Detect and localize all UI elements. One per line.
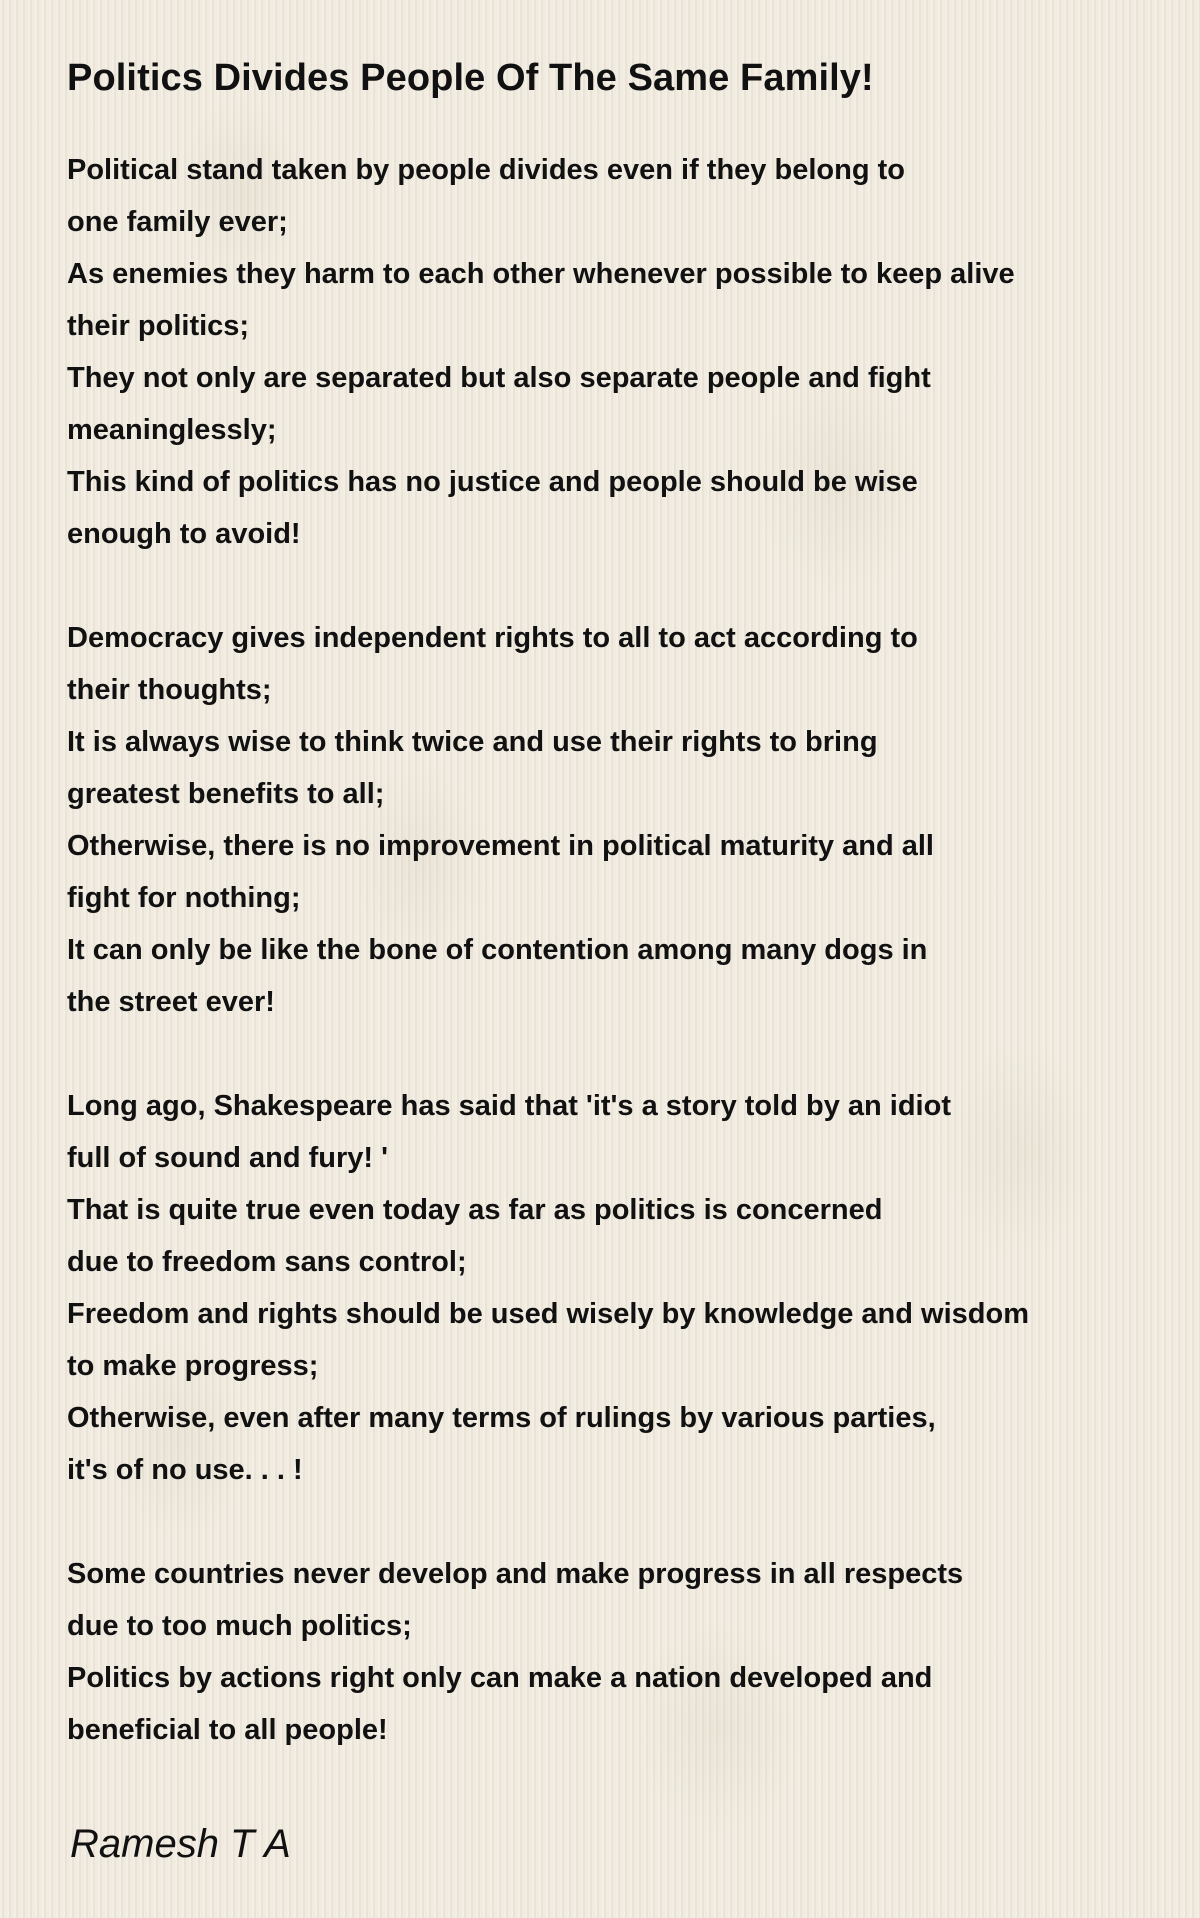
poem-title: Politics Divides People Of The Same Family! bbox=[67, 57, 874, 99]
stanza-2 bbox=[67, 612, 1177, 1028]
poem-line: the street ever! bbox=[67, 986, 275, 1018]
stanza-1 bbox=[67, 144, 1177, 560]
poem-line: It is always wise to think twice and use their rights to bring bbox=[67, 726, 878, 758]
poem-line: it's of no use. . . ! bbox=[67, 1454, 303, 1486]
poem-line: Otherwise, there is no improvement in political maturity and all bbox=[67, 830, 934, 862]
poem-line: their politics; bbox=[67, 310, 250, 342]
poem-line: to make progress; bbox=[67, 1350, 319, 1382]
poem-line: beneficial to all people! bbox=[67, 1714, 388, 1746]
poem-line: Political stand taken by people divides even if they belong to bbox=[67, 154, 905, 186]
poem-line: due to too much politics; bbox=[67, 1610, 412, 1642]
poem-line: Politics by actions right only can make a nation developed and bbox=[67, 1662, 933, 1694]
poem-line: Long ago, Shakespeare has said that 'it's a story told by an idiot bbox=[67, 1090, 951, 1122]
poem-line: fight for nothing; bbox=[67, 882, 301, 914]
poem-line: due to freedom sans control; bbox=[67, 1246, 467, 1278]
poem-line: Otherwise, even after many terms of rulings by various parties, bbox=[67, 1402, 936, 1434]
poem-line: That is quite true even today as far as politics is concerned bbox=[67, 1194, 883, 1226]
stanza-4 bbox=[67, 1548, 1177, 1756]
poem-line: Freedom and rights should be used wisely by knowledge and wisdom bbox=[67, 1298, 1029, 1330]
poem-line: one family ever; bbox=[67, 206, 288, 238]
poem-container bbox=[67, 50, 1177, 1808]
poem-line: greatest benefits to all; bbox=[67, 778, 385, 810]
poem-line: full of sound and fury! ' bbox=[67, 1142, 389, 1174]
poem-author: Ramesh T A bbox=[70, 1822, 291, 1866]
poem-line: They not only are separated but also separate people and fight bbox=[67, 362, 931, 394]
poem-line: It can only be like the bone of contention among many dogs in bbox=[67, 934, 928, 966]
poem-line: Some countries never develop and make progress in all respects bbox=[67, 1558, 964, 1590]
poem-line: their thoughts; bbox=[67, 674, 272, 706]
poem-line: As enemies they harm to each other whenever possible to keep alive bbox=[67, 258, 1015, 290]
stanza-3 bbox=[67, 1080, 1177, 1496]
poem-line: Democracy gives independent rights to all to act according to bbox=[67, 622, 918, 654]
poem-line: enough to avoid! bbox=[67, 518, 301, 550]
poem-line: meaninglessly; bbox=[67, 414, 277, 446]
poem-line: This kind of politics has no justice and people should be wise bbox=[67, 466, 918, 498]
poem-body bbox=[67, 144, 1177, 1756]
